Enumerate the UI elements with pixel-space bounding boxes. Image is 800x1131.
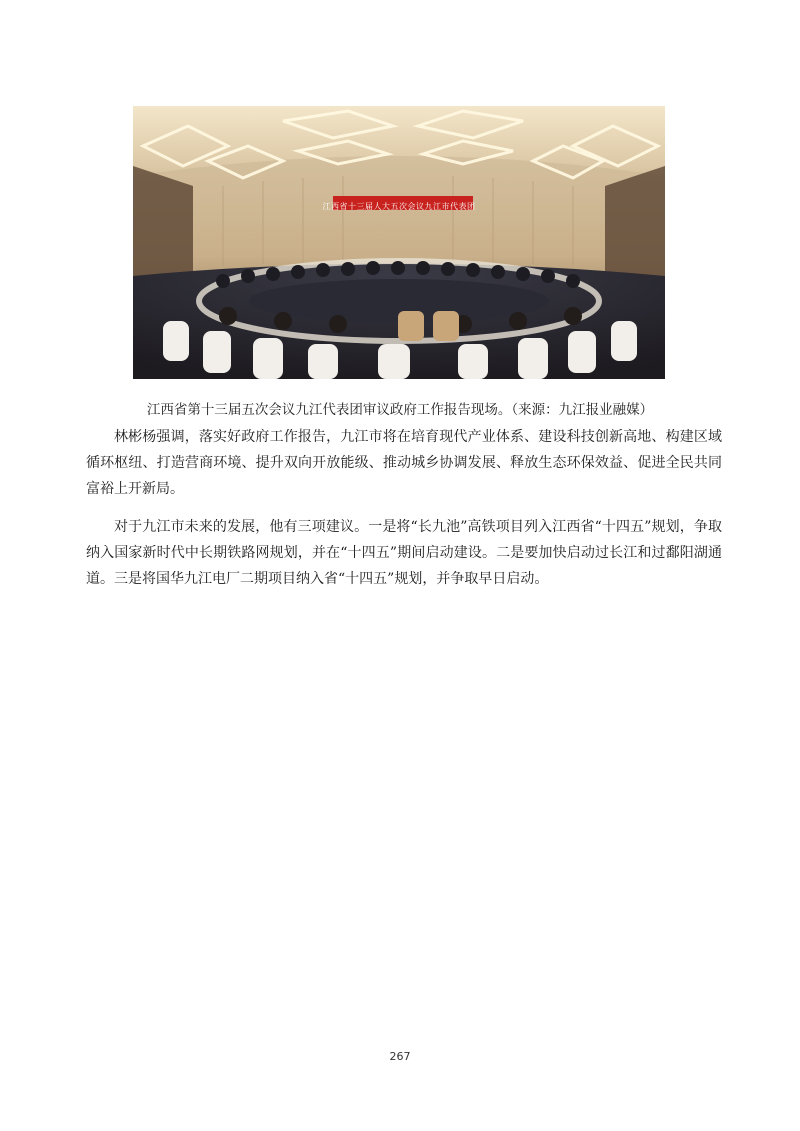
photo-banner-text: 江西省十三届人大五次会议九江市代表团 (322, 202, 476, 211)
paragraph-1: 林彬杨强调，落实好政府工作报告，九江市将在培育现代产业体系、建设科技创新高地、构建区域循环枢纽、打造营商环境、提升双向开放能级、推动城乡协调发展、释放生态环保效益、促进全民共同富裕上开新局。 (86, 429, 722, 497)
page-number: 267 (389, 1050, 411, 1063)
photo-caption: 江西省第十三届五次会议九江代表团审议政府工作报告现场。（来源：九江报业融媒） (146, 402, 654, 418)
meeting-photo (133, 106, 665, 379)
paragraph-2: 对于九江市未来的发展，他有三项建议。一是将“长九池”高铁项目列入江西省“十四五”规划，争取纳入国家新时代中长期铁路网规划，并在“十四五”期间启动建设。二是要加快启动过长江和过鄱阳湖通道。三是将国华九江电厂二期项目纳入省“十四五”规划，并争取早日启动。 (86, 519, 722, 587)
